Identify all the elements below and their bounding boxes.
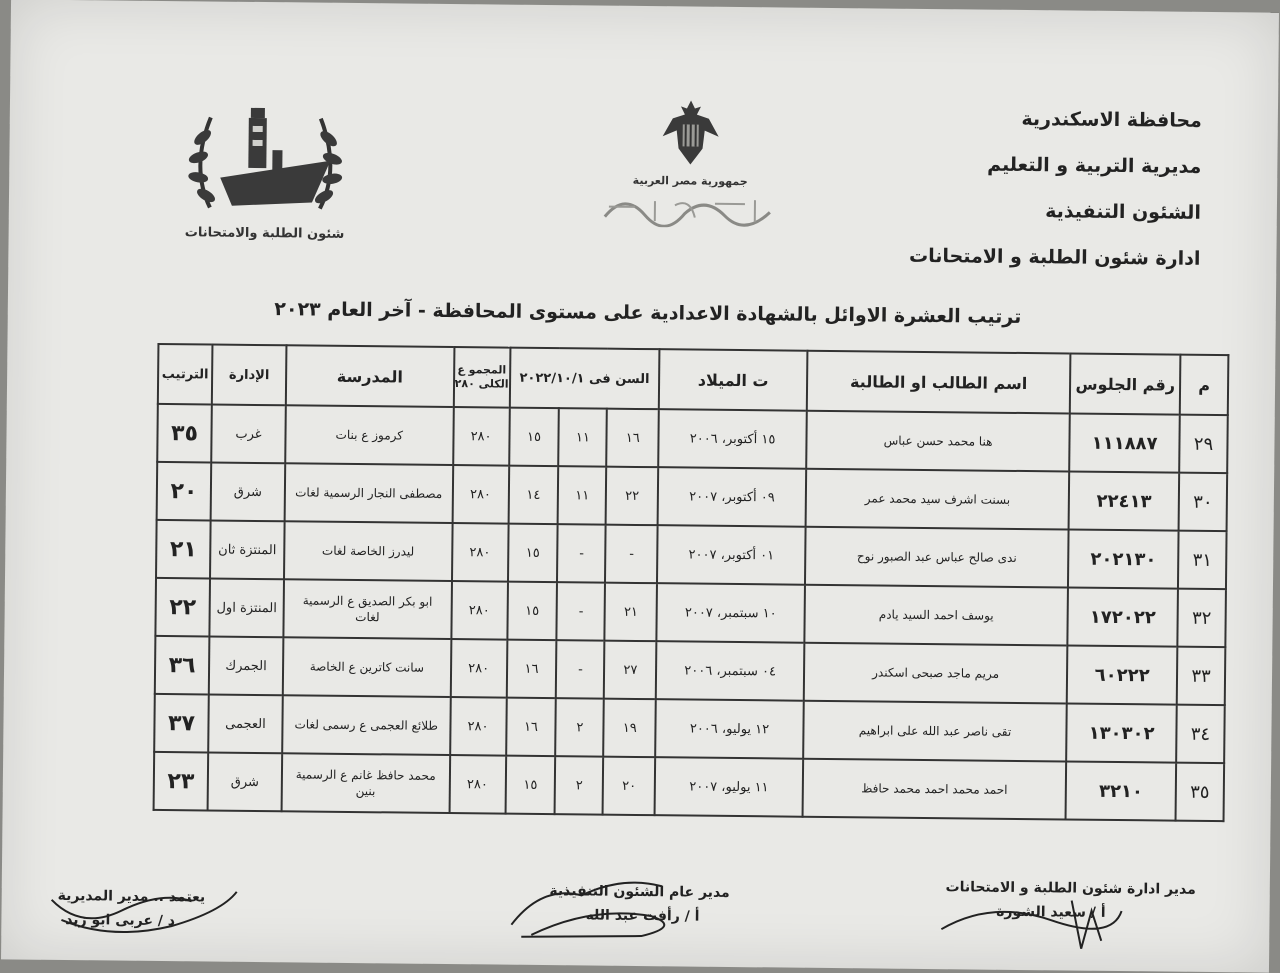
cell-rank: ٢٣ <box>154 752 209 811</box>
cell-age-2: ٢ <box>556 698 605 756</box>
cell-admin: غرب <box>211 405 285 464</box>
col-header-m: م <box>1180 355 1229 415</box>
cell-m: ٣٤ <box>1176 705 1225 763</box>
signature-title-executive: مدير عام الشئون التنفيذية <box>549 879 730 905</box>
cell-name: بسنت اشرف سيد محمد عمر <box>806 469 1070 530</box>
cell-school: ابو بكر الصديق ع الرسمية لغات <box>283 579 451 639</box>
cell-age-3: ١٥ <box>505 756 556 815</box>
cell-age-3: ١٦ <box>506 640 557 699</box>
cell-birth: ١٥ أكتوبر، ٢٠٠٦ <box>658 409 806 469</box>
cell-admin: العجمى <box>208 694 282 753</box>
cell-name: يوسف احمد السيد يادم <box>804 585 1068 646</box>
cell-age-2: ١١ <box>559 408 608 466</box>
cell-age-3: ١٥ <box>508 524 559 583</box>
col-header-name: اسم الطالب او الطالبة <box>807 351 1071 414</box>
cell-age-1: - <box>605 525 657 584</box>
cell-age-1: ١٩ <box>604 699 656 758</box>
cell-name: احمد محمد احمد محمد حافظ <box>802 759 1066 820</box>
cell-age-2: - <box>557 524 606 582</box>
cell-name: تقى ناصر عبد الله على ابراهيم <box>803 701 1067 762</box>
col-header-birth: ت الميلاد <box>659 349 807 411</box>
cell-age-1: ٢٠ <box>603 757 655 816</box>
cell-m: ٣٠ <box>1179 473 1228 531</box>
cell-total: ٢٨٠ <box>450 697 507 756</box>
cell-school: طلائع العجمى ع رسمى لغات <box>282 695 450 755</box>
cell-seat: ٦٠٢٢٢ <box>1067 645 1177 704</box>
document-title: ترتيب العشرة الاوائل بالشهادة الاعدادية على مستوى المحافظة - آخر العام ٢٠٢٣ <box>248 298 1048 328</box>
col-header-seat: رقم الجلوس <box>1070 354 1180 415</box>
emblem-caption: جمهورية مصر العربية <box>595 174 785 189</box>
header-line-directorate: مديرية التربية و التعليم <box>910 141 1202 190</box>
signature-name-department: أ / سعيد الشورة <box>945 899 1106 925</box>
col-header-admin: الإدارة <box>212 345 287 406</box>
logo-caption: شئون الطلبة والامتحانات <box>175 225 355 242</box>
lighthouse-ship-wreath-icon <box>180 97 351 229</box>
header-line-governorate: محافظة الاسكندرية <box>910 95 1202 144</box>
cell-school: مصطفى النجار الرسمية لغات <box>285 463 453 523</box>
cell-m: ٢٩ <box>1179 415 1228 473</box>
issuer-header <box>909 95 1202 282</box>
cell-age-3: ١٤ <box>508 466 559 525</box>
header-line-affairs: الشئون التنفيذية <box>909 187 1201 236</box>
col-header-school: المدرسة <box>286 345 454 407</box>
handwritten-signature-executive <box>491 864 692 946</box>
cell-seat: ١٣٠٣٠٢ <box>1066 703 1176 762</box>
cell-age-2: - <box>557 582 606 640</box>
cell-age-2: - <box>556 640 605 698</box>
cell-admin: شرق <box>211 463 285 522</box>
cell-seat: ١١١٨٨٧ <box>1069 413 1179 472</box>
cell-age-2: ١١ <box>558 466 607 524</box>
cell-m: ٣٥ <box>1176 763 1225 821</box>
cell-admin: شرق <box>208 752 282 811</box>
cell-birth: ٠٤ سبتمبر، ٢٠٠٦ <box>656 641 804 701</box>
cell-school: محمد حافظ غانم ع الرسمية بنين <box>282 753 450 813</box>
signature-title-department: مدير ادارة شئون الطلبة و الامتحانات <box>945 875 1196 902</box>
cell-admin: الجمرك <box>209 636 283 695</box>
cell-age-2: ٢ <box>555 756 604 814</box>
cell-total: ٢٨٠ <box>453 407 510 466</box>
cell-age-3: ١٦ <box>506 698 557 757</box>
handwritten-signature-director <box>41 870 242 942</box>
col-header-rank: الترتيب <box>158 344 213 405</box>
cell-rank: ٣٧ <box>154 694 209 753</box>
document-sheet <box>1 0 1279 973</box>
eagle-emblem-icon <box>660 96 721 169</box>
cell-seat: ٢٠٢١٣٠ <box>1068 529 1178 588</box>
header-line-department: ادارة شئون الطلبة و الامتحانات <box>909 233 1201 282</box>
cell-school: سانت كاترين ع الخاصة <box>283 637 451 697</box>
cell-m: ٣٣ <box>1177 647 1226 705</box>
cell-birth: ٠١ أكتوبر، ٢٠٠٧ <box>657 525 805 585</box>
cell-rank: ٣٥ <box>157 404 212 463</box>
cell-total: ٢٨٠ <box>452 523 509 582</box>
top-ten-table <box>153 343 1230 822</box>
cell-age-1: ٢٢ <box>606 467 658 526</box>
cell-rank: ٣٦ <box>155 636 210 695</box>
cell-seat: ١٧٢٠٢٢ <box>1068 587 1178 646</box>
col-header-total: المجمو ع الكلى ٢٨٠ <box>453 347 510 408</box>
exams-affairs-logo <box>175 97 356 242</box>
cell-total: ٢٨٠ <box>449 755 506 814</box>
cell-name: ندى صالح عباس عبد الصبور نوح <box>805 527 1069 588</box>
cell-age-1: ١٦ <box>607 409 659 468</box>
col-header-age: السن فى ٢٠٢٢/١٠/١ <box>509 348 659 410</box>
cell-admin: المنتزة ثان <box>210 521 284 580</box>
cell-age-3: ١٥ <box>509 408 560 467</box>
cell-total: ٢٨٠ <box>451 581 508 640</box>
signature-name-executive: أ / رأفت عبد الله <box>549 903 700 929</box>
cell-total: ٢٨٠ <box>452 465 509 524</box>
office-stamp-icon <box>595 187 785 229</box>
cell-age-3: ١٥ <box>507 582 558 641</box>
cell-birth: ١٢ يوليو، ٢٠٠٦ <box>655 699 803 759</box>
cell-age-1: ٢٧ <box>604 641 656 700</box>
republic-emblem <box>595 96 786 233</box>
cell-seat: ٢٢٤١٣ <box>1069 471 1179 530</box>
table-row <box>154 752 1225 821</box>
cell-school: كرموز ع بنات <box>285 405 453 465</box>
cell-birth: ٠٩ أكتوبر، ٢٠٠٧ <box>658 467 806 527</box>
cell-birth: ١٠ سبتمبر، ٢٠٠٧ <box>657 583 805 643</box>
cell-rank: ٢٠ <box>157 462 212 521</box>
cell-name: هنا محمد حسن عباس <box>806 411 1070 472</box>
cell-rank: ٢٢ <box>155 578 210 637</box>
cell-name: مريم ماجد صبحى اسكندر <box>804 643 1068 704</box>
handwritten-signature-department <box>931 889 1132 951</box>
cell-seat: ٣٢١٠ <box>1066 761 1176 820</box>
cell-total: ٢٨٠ <box>450 639 507 698</box>
cell-m: ٣١ <box>1178 531 1227 589</box>
cell-school: ليدرز الخاصة لغات <box>284 521 452 581</box>
cell-admin: المنتزة اول <box>209 579 283 638</box>
cell-birth: ١١ يوليو، ٢٠٠٧ <box>655 757 803 817</box>
signature-name-director: د / عربى ابو زيد <box>57 908 175 933</box>
signature-title-director: يعتمد .. مدير المديرية <box>58 884 206 910</box>
cell-age-1: ٢١ <box>605 583 657 642</box>
table-header-row <box>158 344 1229 415</box>
cell-m: ٣٢ <box>1177 589 1226 647</box>
cell-rank: ٢١ <box>156 520 211 579</box>
